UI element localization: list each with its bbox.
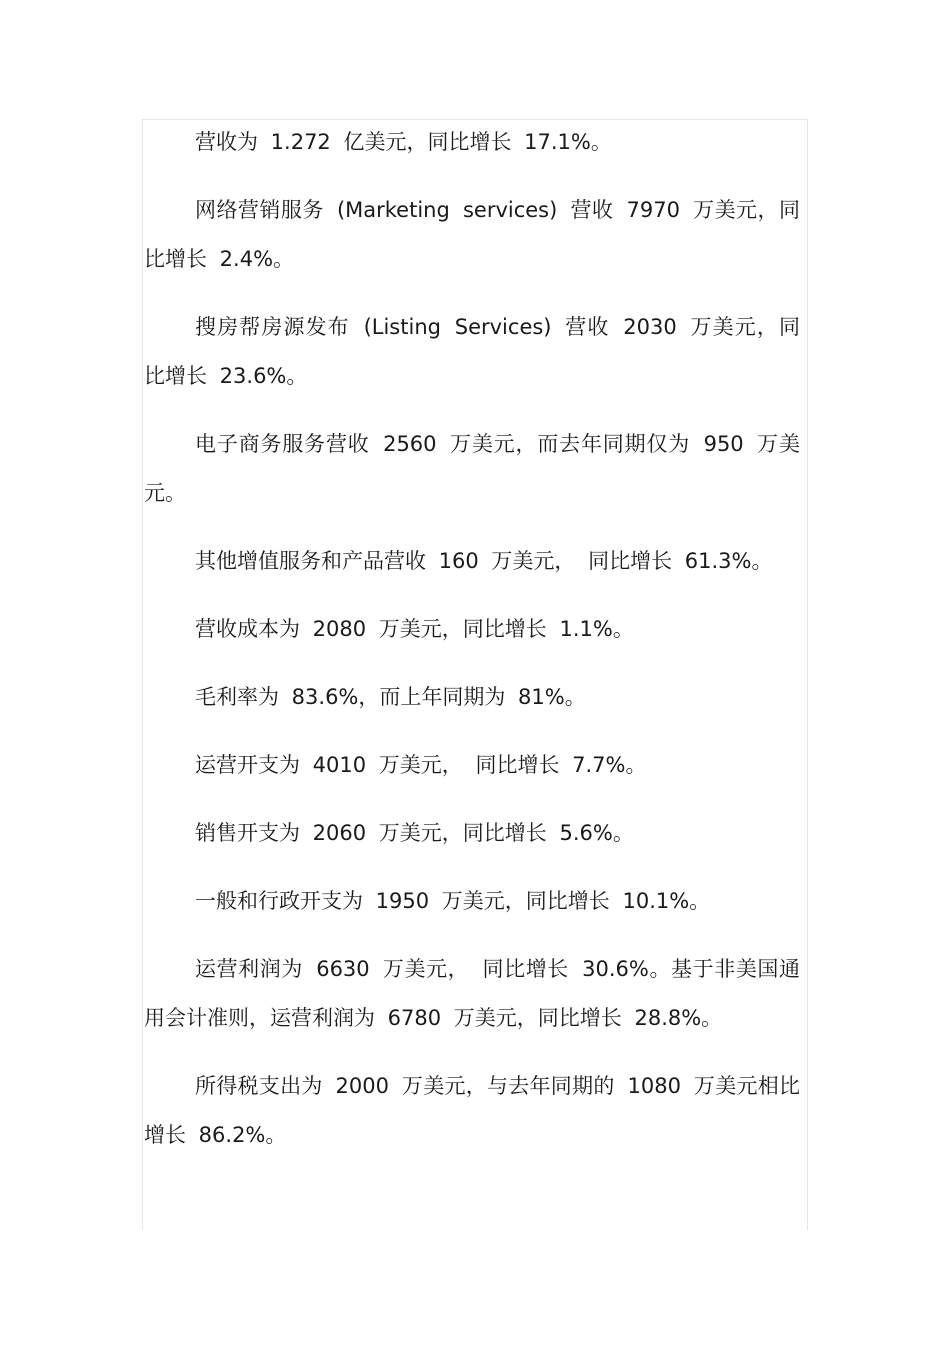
paragraph-selling-expenses: 销售开支为 2060 万美元，同比增长 5.6%。	[195, 821, 634, 845]
paragraph-operating-expenses: 运营开支为 4010 万美元， 同比增长 7.7%。	[195, 753, 647, 777]
paragraph-gross-margin: 毛利率为 83.6%，而上年同期为 81%。	[195, 685, 586, 709]
paragraph-income-tax: 所得税支出为 2000 万美元，与去年同期的 1080 万美元相比增长 86.2%。	[144, 1074, 800, 1147]
paragraph-ecommerce: 电子商务服务营收 2560 万美元，而去年同期仅为 950 万美元。	[144, 432, 800, 505]
paragraph-value-added: 其他增值服务和产品营收 160 万美元， 同比增长 61.3%。	[195, 549, 773, 573]
paragraph-cost-of-revenue: 营收成本为 2080 万美元，同比增长 1.1%。	[195, 617, 634, 641]
paragraph-listing-services: 搜房帮房源发布 (Listing Services) 营收 2030 万美元，同比增长 23.6%。	[144, 315, 800, 388]
paragraph-marketing-services: 网络营销服务 (Marketing services) 营收 7970 万美元，同比增长 2.4%。	[144, 198, 800, 271]
paragraph-revenue: 营收为 1.272 亿美元，同比增长 17.1%。	[195, 130, 612, 154]
paragraph-operating-profit: 运营利润为 6630 万美元， 同比增长 30.6%。基于非美国通用会计准则，运营利润为 6780 万美元，同比增长 28.8%。	[144, 957, 800, 1030]
document-body	[144, 118, 800, 1179]
paragraph-admin-expenses: 一般和行政开支为 1950 万美元，同比增长 10.1%。	[195, 889, 711, 913]
